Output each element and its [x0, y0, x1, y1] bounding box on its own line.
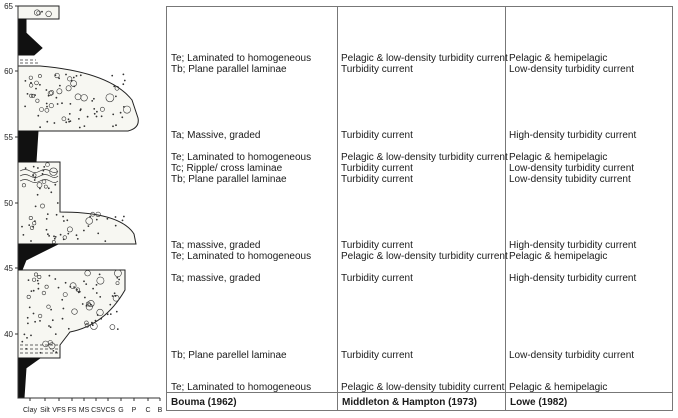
grain-dot	[93, 98, 94, 99]
grain-dot	[58, 287, 59, 288]
grain-dot	[96, 284, 97, 285]
grain-dot	[90, 216, 91, 217]
grain-dot	[101, 318, 102, 319]
sand-bed	[18, 6, 59, 19]
grain-dot	[86, 284, 87, 285]
grain-dot	[41, 11, 42, 12]
grain-dot	[93, 288, 94, 289]
grain-dot	[105, 241, 106, 242]
column-bouma	[167, 7, 338, 410]
table-cell: Pelagic & hemipelagic	[509, 152, 608, 163]
grain-dot	[119, 279, 120, 280]
table-cell: Pelagic & hemipelagic	[509, 382, 608, 393]
grain-dot	[65, 282, 66, 283]
grain-dot	[34, 221, 35, 222]
grain-dot	[115, 96, 116, 97]
grain-dot	[54, 238, 55, 239]
grain-size-label: FS	[67, 407, 77, 414]
grain-dot	[48, 188, 49, 189]
table-cell: Turbidity current	[341, 273, 413, 284]
table-cell: Pelagic & low-density turbidity current	[341, 53, 508, 64]
grain-dot	[35, 321, 36, 322]
grain-dot	[53, 236, 54, 237]
grain-dot	[35, 95, 36, 96]
grain-dot	[84, 126, 85, 127]
grain-dot	[62, 318, 63, 319]
table-cell: Ta; massive, graded	[171, 273, 261, 284]
table-cell: High-density turbidity current	[509, 240, 637, 251]
grain-dot	[110, 304, 111, 305]
grain-dot	[52, 320, 53, 321]
grain-dot	[39, 320, 40, 321]
grain-dot	[115, 125, 116, 126]
grain-dot	[83, 230, 84, 231]
table-cell: Turbidity current	[341, 163, 413, 174]
depth-ticks	[4, 2, 18, 339]
grain-dot	[76, 75, 77, 76]
grain-dot	[55, 184, 56, 185]
grain-size-label: P	[131, 407, 137, 414]
depth-tick-label: 40	[4, 330, 13, 339]
grain-dot	[46, 229, 47, 230]
table-cell: High-density turbidity current	[509, 273, 637, 284]
grain-dot	[63, 216, 64, 217]
grain-dot	[54, 122, 55, 123]
grain-dot	[35, 206, 36, 207]
grain-dot	[96, 116, 97, 117]
grain-dot	[39, 84, 40, 85]
grain-dot	[33, 166, 34, 167]
grain-dot	[94, 113, 95, 114]
grain-size-label: VFS	[52, 407, 66, 414]
table-cell: Turbidity current	[341, 174, 413, 185]
grain-dot	[63, 220, 64, 221]
grain-dot	[96, 292, 97, 293]
grain-dot	[110, 325, 115, 330]
table-cell: Turbidity current	[341, 240, 413, 251]
grain-dot	[44, 166, 45, 167]
grain-dot	[33, 290, 34, 291]
table-cell: Ta; Massive, graded	[171, 130, 261, 141]
grain-dot	[25, 106, 26, 107]
grain-dot	[117, 277, 118, 278]
grain-dot	[47, 214, 48, 215]
table-cell: Turbidity current	[341, 350, 413, 361]
table-cell: Tb; Plane parallel laminae	[171, 174, 287, 185]
grain-dot	[74, 287, 75, 288]
grain-dot	[35, 88, 36, 89]
grain-dot	[123, 106, 124, 107]
grain-dot	[59, 78, 60, 79]
grain-dot	[112, 295, 113, 296]
grain-dot	[96, 219, 97, 220]
grain-dot	[123, 74, 124, 75]
grain-dot	[31, 291, 32, 292]
table-cell: Pelagic & hemipelagic	[509, 251, 608, 262]
grain-dot	[92, 325, 93, 326]
grain-dot	[55, 236, 56, 237]
grain-dot	[115, 216, 116, 217]
grain-dot	[84, 297, 85, 298]
grain-dot	[23, 234, 24, 235]
header-bouma: Bouma (1962)	[171, 397, 237, 408]
grain-size-ticks	[23, 398, 163, 414]
grain-dot	[110, 314, 111, 315]
table-cell: Pelagic & hemipelagic	[509, 53, 608, 64]
grain-dot	[56, 352, 57, 353]
grain-dot	[50, 327, 51, 328]
grain-dot	[61, 103, 62, 104]
grain-dot	[70, 103, 71, 104]
table-cell: Tb; Plane parallel laminae	[171, 64, 287, 75]
grain-dot	[69, 113, 70, 114]
grain-dot	[68, 119, 69, 120]
grain-dot	[74, 86, 75, 87]
grain-dot	[24, 334, 25, 335]
grain-size-label: B	[157, 407, 163, 414]
table-cell: Tc; Ripple/ cross laminae	[171, 163, 283, 174]
grain-dot	[68, 233, 69, 234]
grain-dot	[47, 121, 48, 122]
grain-dot	[122, 220, 123, 221]
grain-dot	[123, 216, 124, 217]
table-cell: Te; Laminated to homogeneous	[171, 53, 312, 64]
grain-dot	[57, 103, 58, 104]
grain-dot	[21, 226, 22, 227]
grain-dot	[87, 116, 88, 117]
mud-bed	[18, 19, 42, 55]
grain-dot	[27, 93, 28, 94]
grain-dot	[71, 80, 72, 81]
grain-dot	[37, 280, 38, 281]
table-cell: Te; Laminated to homogeneous	[171, 152, 312, 163]
mud-bed	[18, 358, 40, 398]
grain-dot	[30, 240, 31, 241]
grain-dot	[53, 350, 54, 351]
grain-size-label: C	[145, 407, 151, 414]
table-cell: Tb; Plane parellel laminae	[171, 350, 287, 361]
grain-dot	[55, 278, 56, 279]
table-cell: Te; Laminated to homogeneous	[171, 251, 312, 262]
grain-dot	[46, 218, 47, 219]
grain-dot	[25, 168, 26, 169]
grain-dot	[63, 308, 64, 309]
grain-dot	[28, 280, 29, 281]
grain-dot	[37, 194, 38, 195]
grain-dot	[47, 234, 48, 235]
grain-dot	[57, 202, 58, 203]
table-cell: Low-density tubidity current	[509, 174, 631, 185]
grain-dot	[29, 225, 30, 226]
grain-dot	[34, 179, 35, 180]
grain-dot	[51, 309, 52, 310]
grain-dot	[22, 341, 23, 342]
grain-dot	[77, 238, 78, 239]
table-footer	[167, 392, 672, 410]
grain-dot	[80, 109, 81, 110]
grain-dot	[107, 314, 108, 315]
grain-dot	[79, 127, 80, 128]
grain-dot	[95, 320, 96, 321]
grain-dot	[99, 274, 100, 275]
interpretation-table	[166, 6, 673, 411]
grain-dot	[48, 95, 49, 96]
grain-size-label: G	[118, 407, 124, 414]
grain-dot	[67, 220, 68, 221]
table-cell: Turbidity current	[341, 64, 413, 75]
grain-size-label: VCS	[100, 407, 116, 414]
grain-dot	[116, 311, 117, 312]
grain-dot	[30, 82, 31, 83]
grain-dot	[37, 167, 38, 168]
column-lowe	[505, 7, 672, 410]
grain-dot	[42, 173, 43, 174]
grain-dot	[33, 175, 34, 176]
grain-dot	[114, 86, 115, 87]
table-cell: Te; Laminated to homogeneous	[171, 382, 312, 393]
grain-size-label: Clay	[22, 407, 38, 414]
grain-dot	[39, 188, 40, 189]
grain-dot	[46, 106, 47, 107]
grain-size-label: MS	[78, 407, 90, 414]
grain-dot	[26, 337, 27, 338]
grain-dot	[33, 313, 34, 314]
grain-dot	[98, 233, 99, 234]
grain-dot	[27, 323, 28, 324]
grain-dot	[38, 288, 39, 289]
grain-dot	[78, 292, 79, 293]
depth-tick-label: 65	[4, 2, 13, 11]
grain-dot	[46, 103, 47, 104]
grain-dot	[60, 234, 61, 235]
grain-dot	[38, 115, 39, 116]
grain-dot	[115, 225, 116, 226]
grain-dot	[56, 214, 57, 215]
table-cell: Low-density turbidity current	[509, 163, 635, 174]
table-cell: High-density turbidity current	[509, 130, 637, 141]
grain-dot	[73, 77, 74, 78]
grain-dot	[114, 293, 115, 294]
table-cell: Low-density turbidity current	[509, 64, 635, 75]
grain-dot	[82, 303, 83, 304]
grain-dot	[62, 299, 63, 300]
grain-dot	[123, 84, 124, 85]
grain-dot	[55, 334, 56, 335]
grain-dot	[124, 80, 125, 81]
grain-dot	[38, 283, 39, 284]
grain-dot	[66, 122, 67, 123]
table-cell: Pelagic & low-density turbidity current	[341, 251, 508, 262]
grain-dot	[97, 314, 98, 315]
grain-dot	[80, 75, 81, 76]
grain-dot	[29, 307, 30, 308]
depth-tick-label: 45	[4, 264, 13, 273]
grain-dot	[30, 335, 31, 336]
grain-dot	[112, 75, 113, 76]
grain-dot	[49, 275, 50, 276]
stratigraphic-log	[0, 0, 166, 418]
sand-bed	[18, 66, 138, 131]
grain-dot	[65, 74, 66, 75]
grain-dot	[94, 108, 95, 109]
column-middleton-hampton	[337, 7, 506, 410]
grain-dot	[25, 80, 26, 81]
grain-dot	[40, 127, 41, 128]
grain-dot	[96, 111, 97, 112]
table-cell: Ta; massive, graded	[171, 240, 261, 251]
sand-beds	[18, 6, 138, 358]
grain-dot	[91, 323, 98, 330]
grain-dot	[120, 112, 121, 113]
grain-dot	[51, 192, 52, 193]
grain-dot	[122, 117, 123, 118]
grain-dot	[78, 118, 79, 119]
grain-dot	[76, 289, 77, 290]
grain-size-label: CS	[91, 407, 101, 414]
table-cell: Pelagic & low-density turbidity current	[341, 152, 508, 163]
mud-bed	[18, 131, 38, 162]
depth-tick-label: 55	[4, 133, 13, 142]
grain-dot	[48, 325, 49, 326]
grain-dot	[117, 329, 118, 330]
table-cell: Turbidity current	[341, 130, 413, 141]
grain-dot	[46, 89, 47, 90]
grain-dot	[56, 97, 57, 98]
grain-dot	[88, 226, 89, 227]
grain-dot	[112, 126, 113, 127]
grain-dot	[68, 328, 69, 329]
header-middleton-hampton: Middleton & Hampton (1973)	[342, 397, 478, 408]
grain-dot	[107, 218, 108, 219]
depth-tick-label: 50	[4, 199, 13, 208]
grain-dot	[69, 121, 70, 122]
grain-dot	[113, 114, 114, 115]
grain-dot	[100, 296, 101, 297]
header-lowe: Lowe (1982)	[510, 397, 568, 408]
grain-dot	[101, 116, 102, 117]
grain-dot	[49, 235, 50, 236]
depth-tick-label: 60	[4, 67, 13, 76]
grain-dot	[76, 235, 77, 236]
table-cell: Pelagic & low-density tubidity current	[341, 382, 505, 393]
mud-bed	[18, 244, 58, 270]
grain-size-label: Silt	[40, 407, 50, 414]
table-cell: Low-density turbidity current	[509, 350, 635, 361]
grain-dot	[43, 170, 44, 171]
grain-dot	[27, 317, 28, 318]
grain-dot	[59, 85, 60, 86]
grain-dot	[92, 100, 93, 101]
grain-dot	[83, 281, 84, 282]
